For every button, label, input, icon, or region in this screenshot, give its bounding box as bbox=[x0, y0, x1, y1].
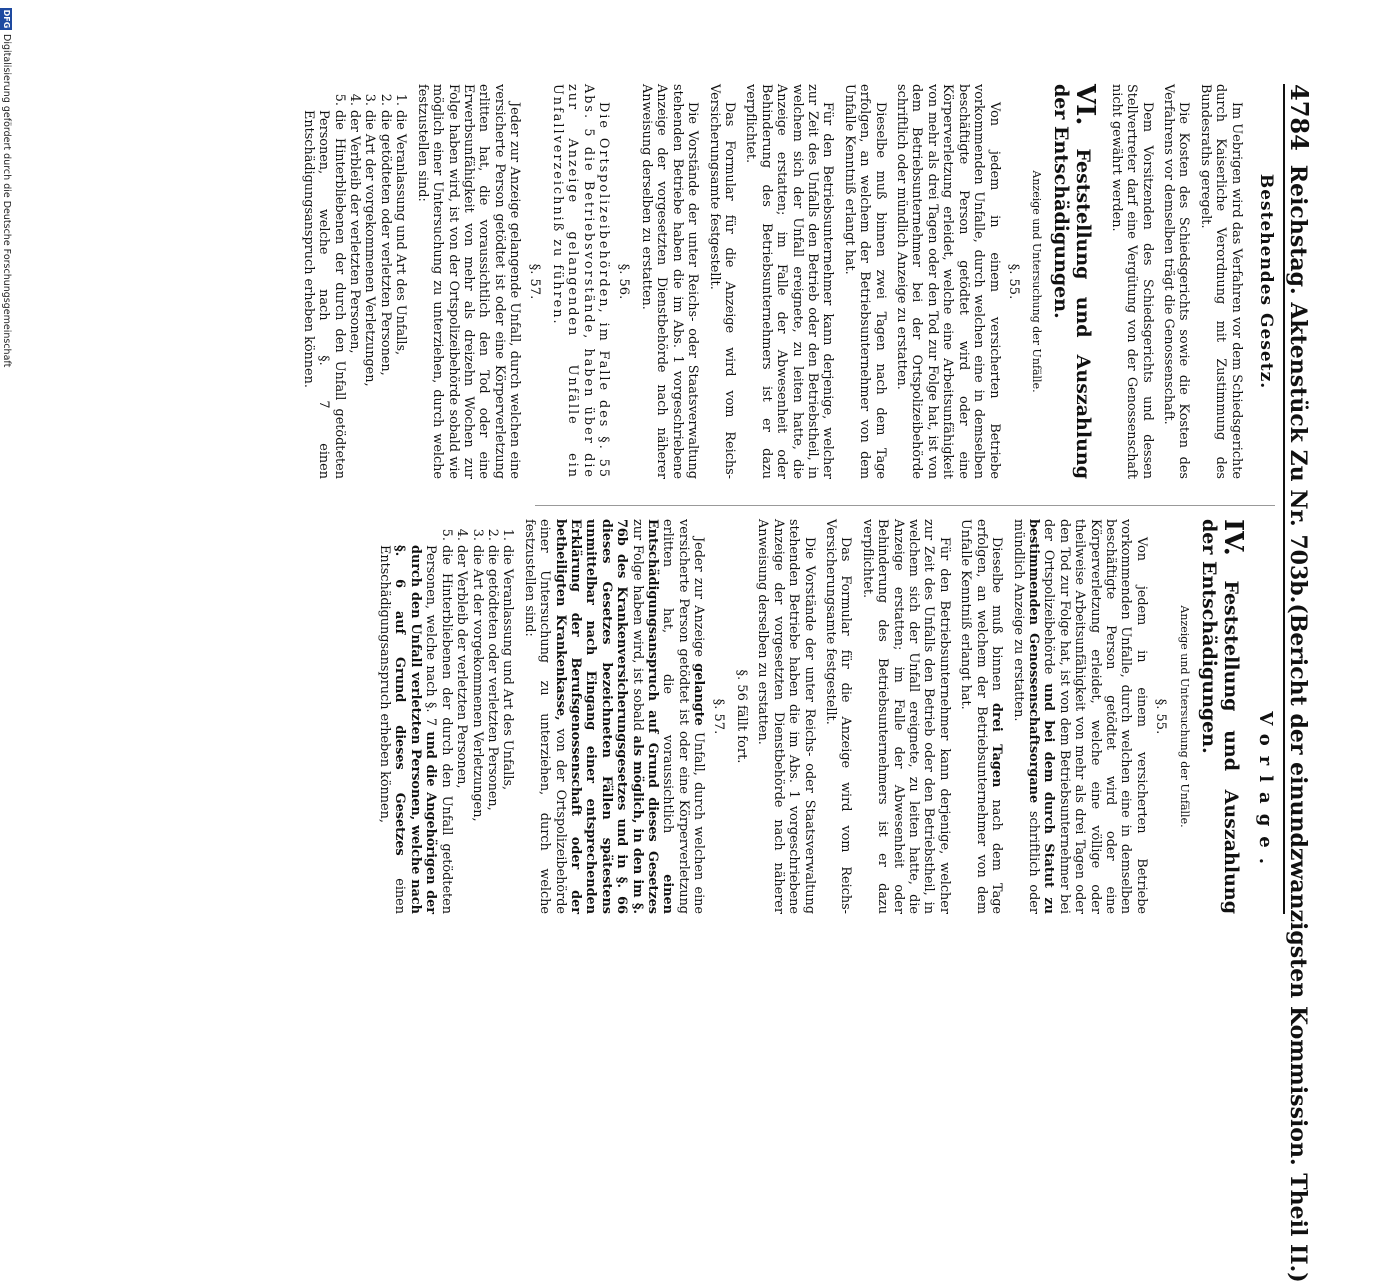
section-title-text: Feststellung und Auszahlung der Entschädigungen. bbox=[1050, 84, 1095, 479]
page-footer bbox=[0, 0, 12, 1000]
dfg-logo-icon: DFG bbox=[2, 9, 11, 29]
paragraph-text: Jeder zur Anzeige gelangende Unfall, durch welchen eine versicherte Person getödtet ist oder eine Körperverletzung erlitten hat, die voraussichtlich den Tod oder eine Erwerbsunfähigkeit von mehr als dreizehn Wochen zur Folge haben wird, ist von der Ortspolizeibehörde sobald wie möglich einer Untersuchung zu unterziehen, durch welche festzustellen sind: bbox=[414, 84, 523, 479]
amended-text: gelangte bbox=[691, 663, 707, 726]
text-run: einen Entschädigungsanspruch erheben können, bbox=[377, 545, 408, 914]
paragraph-text: Die Vorstände der unter Reichs- oder Staatsverwaltung stehenden Betriebe haben die im Abs. 1 vorgeschriebene Anzeige der vorgesetzten Dienstbehörde nach näherer Anweisung derselben zu erstatten. bbox=[755, 519, 817, 914]
enumerated-list bbox=[377, 519, 516, 914]
repeal-note: §. 56 fällt fort. bbox=[734, 669, 750, 764]
list-item: 1. die Veranlassung und Art des Unfalls, bbox=[500, 545, 515, 914]
amended-text: drei Tagen bbox=[989, 703, 1005, 788]
paragraph-mark: §. 57. bbox=[710, 698, 726, 735]
list-item: 1. die Veranlassung und Art des Unfalls, bbox=[393, 110, 408, 479]
paragraph-text bbox=[1010, 519, 1149, 914]
amended-text: und bei dem durch Statut zu bestimmenden Genossenschaftsorgane bbox=[1025, 519, 1057, 914]
left-column bbox=[300, 84, 1275, 479]
amended-text: einen Entschädigungsanspruch auf Grund dieses Gesetzes bbox=[645, 519, 676, 914]
list-item: 2. die getödteten oder verletzten Personen, bbox=[378, 110, 393, 479]
text-run: schriftlich oder mündlich Anzeige zu erstatten. bbox=[1010, 519, 1041, 914]
funding-note: Digitalisierung gefördert durch die Deutsche Forschungsgemeinschaft bbox=[1, 34, 12, 368]
list-item: 3. die Art der vorgekommenen Verletzungen, bbox=[469, 545, 484, 914]
section-title bbox=[1197, 519, 1248, 914]
intro-paragraph: Dem Vorsitzenden des Schiedsgerichts und dessen Stellvertreter darf eine Vergütung von der Genossenschaft nicht gewährt werden. bbox=[1108, 84, 1155, 479]
page-number: 4784 bbox=[1285, 84, 1314, 151]
text-run: Jeder zur Anzeige bbox=[691, 537, 707, 657]
list-item bbox=[377, 545, 454, 914]
paragraph-mark: §. 56. bbox=[615, 263, 631, 300]
column-divider bbox=[535, 505, 1275, 506]
paragraph-text: Das Formular für die Anzeige wird vom Reichs-Versicherungsamte festgestellt. bbox=[706, 84, 738, 479]
paragraph-text: Für den Betriebsunternehmer kann derjenige, welcher zur Zeit des Unfalls den Betrieb oder den Betriebstheil, in welchem sich der Unfall ereignete, zu leiten hatte, die Anzeige erstatten; im Falle der Abwesenheit oder Behinderung des Betriebsunternehmers ist er dazu verpflichtet. bbox=[743, 84, 836, 479]
paragraph-text: Für den Betriebsunternehmer kann derjenige, welcher zur Zeit des Unfalls den Betrieb oder den Betriebstheil, in welchem sich der Unfall ereignete, zu leiten hatte, die Anzeige erstatten; im Falle der Abwesenheit oder Behinderung des Betriebsunternehmers ist er dazu verpflichtet. bbox=[859, 519, 952, 914]
paragraph-text: Die Ortspolizeibehörden, im Falle des §. 55 Abs. 5 die Betriebsvorstände, haben über die zur Anzeige gelangenden Unfälle ein Unfallverzeichniß zu führen. bbox=[549, 84, 612, 479]
list-item: 4. der Verbleib der verletzten Personen, bbox=[454, 545, 469, 914]
intro-paragraph: Im Uebrigen wird das Verfahren vor dem Schiedsgerichte durch Kaiserliche Verordnung mit Zustimmung des Bundesraths geregelt. bbox=[1197, 84, 1244, 479]
header-subtitle: (Bericht der einundzwanzigsten Kommission. Theil II.) bbox=[1285, 603, 1311, 1283]
text-run: nach dem Tage erfolgen, an welchem der Betriebsunternehmer von dem Unfalle Kenntniß erlangt hat. bbox=[958, 519, 1005, 914]
right-column bbox=[377, 519, 1275, 914]
section-number: IV. bbox=[1217, 519, 1248, 556]
section-number: VI. bbox=[1070, 84, 1101, 126]
section-subtitle: Anzeige und Untersuchung der Unfälle. bbox=[1177, 605, 1191, 828]
text-run: Von jedem in einem versicherten Betriebe vorkommenden Unfalle, durch welchen eine in demselben beschäftigte Person getödtet wird oder eine Körperverletzung erleidet, welche eine völlige oder theilweise Arbeitsunfähigkeit von mehr als drei Tagen oder den Tod zur Folge hat, ist von dem Betriebsunternehmer bei der Ortspolizeibehörde bbox=[1041, 519, 1149, 914]
paragraph-mark: §. 55. bbox=[1005, 263, 1021, 300]
paragraph-text: Die Vorstände der unter Reichs- oder Staatsverwaltung stehenden Betriebe haben die im Abs. 1 vorgeschriebene Anzeige der vorgesetzten Dienstbehörde nach näherer Anweisung derselben zu erstatten. bbox=[639, 84, 701, 479]
text-run: Dieselbe muß binnen bbox=[989, 537, 1005, 691]
paragraph-text bbox=[521, 519, 706, 914]
paragraph-text bbox=[958, 519, 1004, 914]
section-title bbox=[1050, 84, 1101, 479]
text-run: Unfall, durch welchen eine versicherte Person getödtet ist oder eine Körperverletzung erlitten hat, die voraussichtlich bbox=[660, 519, 707, 914]
list-item: 4. der Verbleib der verletzten Personen, bbox=[347, 110, 362, 479]
text-run: die Hinterbliebenen der durch den Unfall getödteten Personen, welche nach §. 7 bbox=[423, 545, 454, 914]
paragraph-mark: §. 57. bbox=[526, 263, 542, 300]
paragraph-mark: §. 55. bbox=[1153, 698, 1169, 735]
header-title: Reichstag. Aktenstück Zu Nr. 703b. bbox=[1285, 164, 1311, 604]
intro-paragraph: Die Kosten des Schiedsgerichts sowie die Kosten des Verfahrens vor demselben trägt die Genossenschaft. bbox=[1160, 84, 1192, 479]
paragraph-text: Dieselbe muß binnen zwei Tagen nach dem Tage erfolgen, an welchem der Betriebsunternehmer von dem Unfalle Kenntniß erlangt hat. bbox=[841, 84, 888, 479]
page-header bbox=[1283, 84, 1319, 1283]
section-title-text: Feststellung und Auszahlung der Entschädigungen. bbox=[1197, 519, 1242, 914]
left-column-heading: Bestehendes Gesetz. bbox=[1256, 173, 1276, 390]
text-run: zur Folge haben wird, ist sobald bbox=[629, 519, 645, 731]
enumerated-list bbox=[300, 84, 408, 479]
paragraph-text: Das Formular für die Anzeige wird vom Reichs-Versicherungsamte festgestellt. bbox=[823, 519, 854, 914]
amended-text: und die Angehörigen der durch den Unfall verletzten Personen, welche nach §. 6 auf Grund dieses Gesetzes bbox=[392, 545, 439, 914]
list-item: 5. die Hinterbliebenen der durch den Unfall getödteten Personen, welche nach §. 7 einen Entschädigungsanspruch erheben können. bbox=[300, 110, 346, 479]
right-column-heading: Vorlage. bbox=[1255, 711, 1276, 874]
section-subtitle: Anzeige und Untersuchung der Unfälle. bbox=[1030, 170, 1044, 393]
text-run: von der Ortspolizeibehörde einer Untersuchung zu unterziehen, durch welche festzustellen sind: bbox=[521, 519, 568, 914]
amended-text: als möglich, in den im §. 76b des Krankenversicherungsgesetzes und in §. 66 dieses Gesetzes bezeichneten Fällen spätestens unmittelbar nach Eingang einer entsprechenden Erklärung der Berufsgenossenschaft oder der betheiligten Krankenkasse, bbox=[552, 519, 645, 914]
list-item: 3. die Art der vorgekommenen Verletzungen, bbox=[362, 110, 377, 479]
paragraph-text: Von jedem in einem versicherten Betriebe vorkommenden Unfalle, durch welchen eine in demselben beschäftigte Person getödtet wird oder eine Körperverletzung erleidet, welche eine Arbeitsunfähigkeit von mehr als drei Tagen oder den Tod zur Folge hat, ist von dem Betriebsunternehmer bei der Ortspolizeibehörde schriftlich oder mündlich Anzeige zu erstatten. bbox=[894, 84, 1002, 479]
list-item: 2. die getödteten oder verletzten Personen, bbox=[485, 545, 500, 914]
